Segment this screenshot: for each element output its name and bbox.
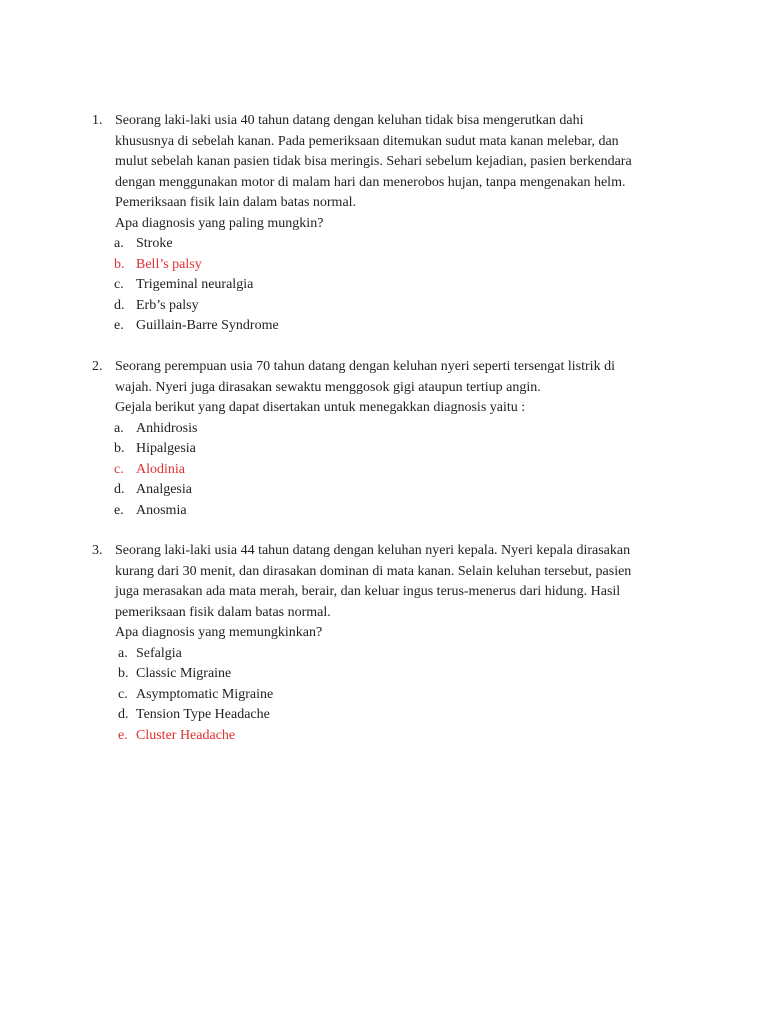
- stem-line: Pemeriksaan fisik lain dalam batas normal.: [115, 195, 357, 210]
- option-letter: c.: [114, 461, 124, 477]
- option-letter: e.: [114, 502, 124, 518]
- question-3: [92, 541, 692, 746]
- answer-option: [92, 705, 692, 726]
- stem-line: kurang dari 30 menit, dan dirasakan dominan di mata kanan. Selain keluhan tersebut, pasien: [115, 563, 632, 579]
- question-stem: [115, 357, 675, 398]
- option-letter: b.: [114, 441, 125, 456]
- question-stem: [115, 111, 675, 214]
- question-prompt: Gejala berikut yang dapat disertakan untuk menegakkan diagnosis yaitu :: [115, 400, 526, 415]
- option-letter: d.: [118, 707, 129, 722]
- option-text: Guillain-Barre Syndrome: [136, 318, 279, 333]
- stem-line: juga merasakan ada mata merah, berair, dan keluar ingus terus-menerus dari hidung. Hasil: [115, 584, 621, 599]
- answer-option: [92, 685, 692, 706]
- question-1: [92, 111, 692, 337]
- answer-option: [92, 439, 692, 460]
- option-letter: c.: [118, 686, 128, 702]
- option-text: Asymptomatic Migraine: [136, 686, 274, 702]
- question-2: [92, 357, 692, 521]
- option-text: Anhidrosis: [136, 420, 198, 436]
- question-number: 2.: [92, 359, 103, 374]
- option-text: Hipalgesia: [136, 441, 196, 456]
- stem-line: wajah. Nyeri juga dirasakan sewaktu menggosok gigi ataupun tertiup angin.: [115, 379, 541, 395]
- question-stem: [115, 541, 675, 623]
- stem-line: Seorang laki-laki usia 40 tahun datang dengan keluhan tidak bisa mengerutkan dahi: [115, 113, 584, 128]
- option-text: Anosmia: [136, 502, 187, 518]
- answer-option: [92, 275, 692, 296]
- option-text: Analgesia: [136, 482, 192, 497]
- option-letter: b.: [118, 666, 129, 681]
- answer-options: [92, 644, 692, 747]
- answer-options: [92, 419, 692, 522]
- stem-line: khususnya di sebelah kanan. Pada pemeriksaan ditemukan sudut mata kanan melebar, dan: [115, 133, 619, 149]
- option-letter: d.: [114, 482, 125, 497]
- stem-line: dengan menggunakan motor di malam hari dan menerobos hujan, tanpa mengenakan helm.: [115, 174, 626, 190]
- stem-line: mulut sebelah kanan pasien tidak bisa meringis. Sehari sebelum kejadian, pasien berkendara: [115, 154, 632, 169]
- stem-line: pemeriksaan fisik dalam batas normal.: [115, 604, 331, 620]
- question-number: 3.: [92, 543, 103, 558]
- option-text: Bell’s palsy: [136, 256, 202, 272]
- answer-option: [92, 501, 692, 522]
- option-letter: e.: [118, 727, 128, 743]
- option-text: Cluster Headache: [136, 727, 236, 743]
- option-letter: d.: [114, 297, 125, 313]
- stem-line: Seorang perempuan usia 70 tahun datang dengan keluhan nyeri seperti tersengat listrik di: [115, 359, 615, 374]
- answer-option-correct: [92, 255, 692, 276]
- option-letter: a.: [114, 236, 124, 251]
- stem-line: Seorang laki-laki usia 44 tahun datang dengan keluhan nyeri kepala. Nyeri kepala dirasakan: [115, 543, 631, 558]
- option-text: Erb’s palsy: [136, 297, 199, 313]
- option-text: Tension Type Headache: [136, 707, 270, 722]
- option-letter: e.: [114, 318, 124, 333]
- question-prompt: Apa diagnosis yang paling mungkin?: [115, 215, 324, 231]
- answer-option: [92, 419, 692, 440]
- answer-option-correct: [92, 460, 692, 481]
- answer-option: [92, 480, 692, 501]
- option-text: Stroke: [136, 236, 173, 251]
- question-prompt: Apa diagnosis yang memungkinkan?: [115, 625, 323, 640]
- option-text: Trigeminal neuralgia: [136, 277, 254, 292]
- answer-option: [92, 644, 692, 665]
- answer-option-correct: [92, 726, 692, 747]
- option-text: Sefalgia: [136, 645, 182, 661]
- option-letter: b.: [114, 256, 125, 272]
- answer-option: [92, 316, 692, 337]
- answer-option: [92, 664, 692, 685]
- option-text: Classic Migraine: [136, 666, 232, 681]
- question-number: 1.: [92, 113, 103, 128]
- answer-option: [92, 296, 692, 317]
- answer-options: [92, 234, 692, 337]
- answer-option: [92, 234, 692, 255]
- option-letter: a.: [118, 645, 128, 661]
- option-letter: c.: [114, 277, 124, 292]
- option-letter: a.: [114, 420, 124, 436]
- option-text: Alodinia: [136, 461, 185, 477]
